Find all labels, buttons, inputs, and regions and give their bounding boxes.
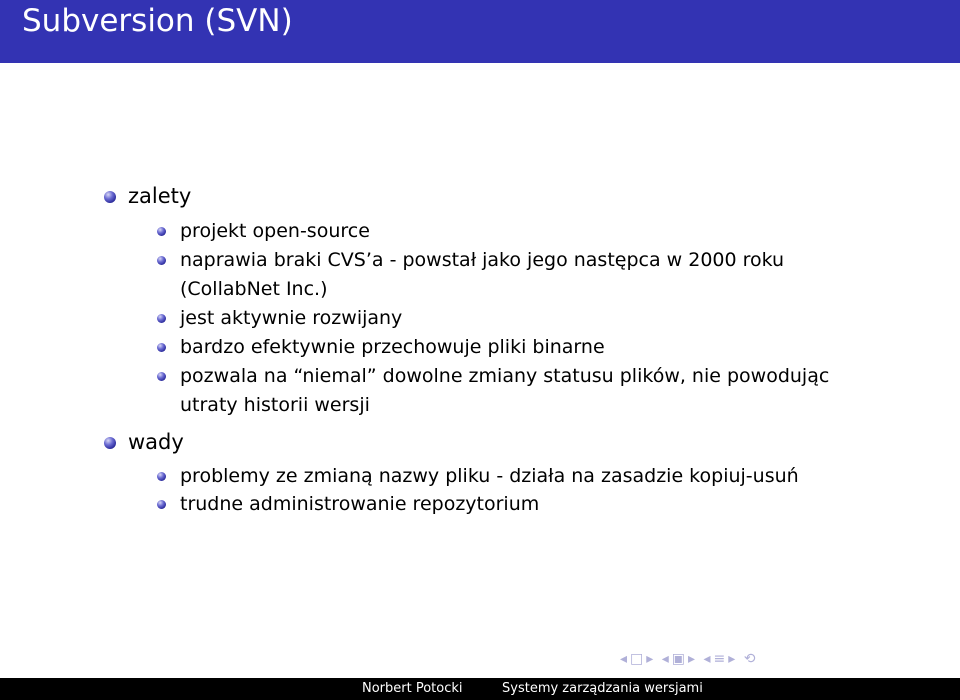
nav-section-icon[interactable]: ▣ <box>671 651 687 667</box>
nav-prev-subsection-icon[interactable]: ◂ <box>703 651 712 667</box>
nav-next-frame-icon[interactable]: ▸ <box>646 651 655 667</box>
bullet-icon <box>157 372 166 381</box>
bullet-icon <box>104 191 116 203</box>
navigation-symbols <box>620 651 955 673</box>
section-label: wady <box>128 430 184 454</box>
list-item: trudne administrowanie repozytorium <box>180 493 540 515</box>
list-item: jest aktywnie rozwijany <box>180 307 403 329</box>
bullet-icon <box>157 343 166 352</box>
section-label: zalety <box>128 184 192 208</box>
list-item-continuation: utraty historii wersji <box>180 394 370 416</box>
list-item: pozwala na “niemal” dowolne zmiany statusu plików, nie powodując <box>180 365 830 387</box>
bullet-icon <box>157 314 166 323</box>
nav-frame-icon[interactable]: □ <box>630 651 645 667</box>
nav-next-section-icon[interactable]: ▸ <box>688 651 697 667</box>
list-item-continuation: (CollabNet Inc.) <box>180 278 328 300</box>
nav-next-subsection-icon[interactable]: ▸ <box>728 651 737 667</box>
list-item: bardzo efektywnie przechowuje pliki binarne <box>180 336 605 358</box>
list-item: problemy ze zmianą nazwy pliku - działa na zasadzie kopiuj-usuń <box>180 465 799 487</box>
list-item: naprawia braki CVS’a - powstał jako jego następca w 2000 roku <box>180 249 785 271</box>
footer-course: Systemy zarządzania wersjami <box>502 681 703 696</box>
bullet-icon <box>157 256 166 265</box>
nav-search-icon[interactable]: ⟲ <box>743 651 757 667</box>
footer-author: Norbert Potocki <box>362 681 463 696</box>
nav-subsection-icon[interactable]: ≡ <box>713 651 727 667</box>
bullet-icon <box>157 227 166 236</box>
footer-right <box>480 678 960 700</box>
bullet-icon <box>157 472 166 481</box>
list-item: projekt open-source <box>180 220 370 242</box>
bullet-icon <box>157 500 166 509</box>
page-title: Subversion (SVN) <box>22 3 293 39</box>
nav-prev-section-icon[interactable]: ◂ <box>661 651 670 667</box>
footer-left <box>0 678 480 700</box>
nav-prev-frame-icon[interactable]: ◂ <box>620 651 629 667</box>
bullet-icon <box>104 437 116 449</box>
